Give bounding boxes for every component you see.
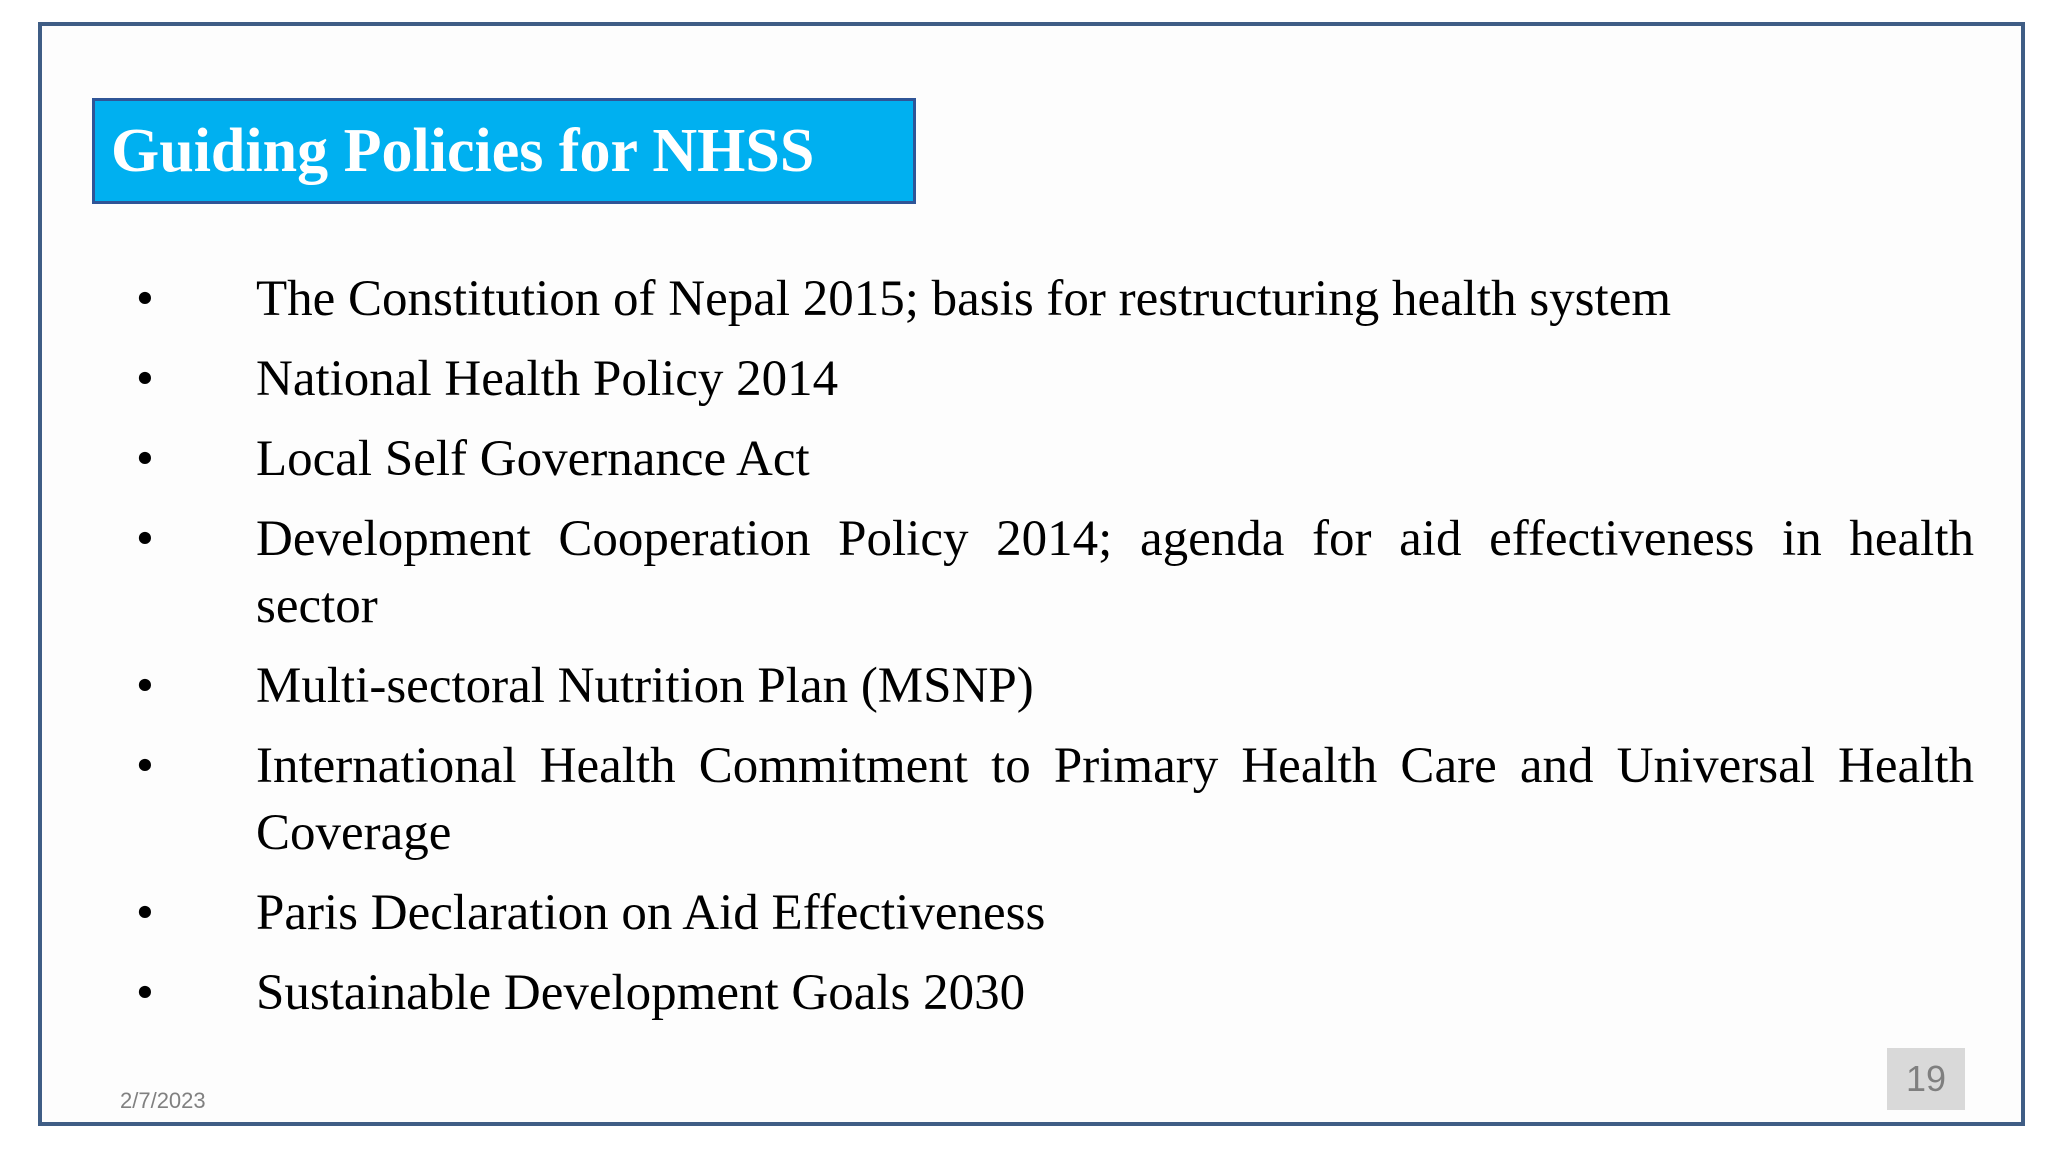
bullet-list: [132, 266, 1974, 1040]
list-item: [132, 266, 1974, 333]
list-item: [132, 346, 1974, 413]
slide-date: 2/7/2023: [120, 1088, 206, 1113]
bullet-text: Paris Declaration on Aid Effectiveness: [256, 885, 1046, 941]
list-item: [132, 960, 1974, 1027]
bullet-text: Development Cooperation Policy 2014; agenda for aid effectiveness in health sector: [256, 511, 1974, 634]
list-item: [132, 880, 1974, 947]
bullet-icon: •: [136, 511, 154, 567]
bullet-icon: •: [136, 965, 154, 1021]
list-item: [132, 426, 1974, 493]
bullet-text: Local Self Governance Act: [256, 431, 810, 487]
bullet-text: Multi-sectoral Nutrition Plan (MSNP): [256, 658, 1034, 714]
page-number: 19: [1887, 1048, 1965, 1110]
list-item: [132, 653, 1974, 720]
title-box: [92, 98, 916, 204]
list-item: [132, 733, 1974, 867]
slide-title: Guiding Policies for NHSS: [111, 116, 815, 185]
bullet-text: International Health Commitment to Primary Health Care and Universal Health Coverage: [256, 738, 1974, 861]
bullet-icon: •: [136, 658, 154, 714]
list-item: [132, 506, 1974, 640]
slide-frame: [38, 22, 2025, 1126]
bullet-text: National Health Policy 2014: [256, 351, 839, 407]
bullet-icon: •: [136, 351, 154, 407]
bullet-text: Sustainable Development Goals 2030: [256, 965, 1026, 1021]
bullet-icon: •: [136, 738, 154, 794]
bullet-icon: •: [136, 271, 154, 327]
bullet-icon: •: [136, 885, 154, 941]
bullet-text: The Constitution of Nepal 2015; basis for restructuring health system: [256, 271, 1672, 327]
bullet-icon: •: [136, 431, 154, 487]
